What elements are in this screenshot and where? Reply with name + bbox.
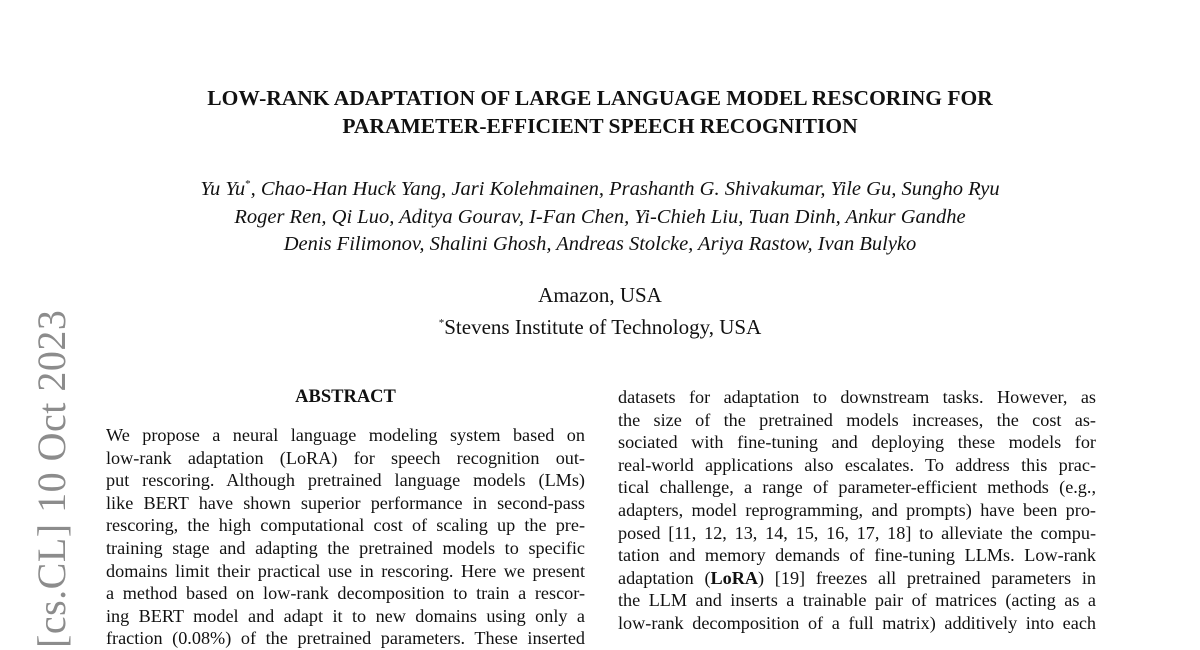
- intro-body: [618, 386, 1096, 635]
- first-author-mark: *: [245, 178, 251, 190]
- lora-prefix: adaptation (: [618, 567, 711, 588]
- body-line: tation and memory demands of fine-tuning LLMs. Low-rank: [618, 545, 1096, 566]
- author-list: [100, 171, 1100, 259]
- abstract-line: like BERT have shown superior performance in second-pass: [106, 492, 585, 513]
- abstract-line: put rescoring. Although pretrained language models (LMs): [106, 470, 585, 491]
- author-line-1-rest: , Chao-Han Huck Yang, Jari Kolehmainen, Prashanth G. Shivakumar, Yile Gu, Sungho Ryu: [250, 178, 1000, 200]
- abstract-line: We propose a neural language modeling system based on: [106, 425, 585, 445]
- body-line: the LLM and inserts a trainable pair of matrices (acting as a: [618, 590, 1096, 611]
- abstract-line: rescoring, the high computational cost of scaling up the pre-: [106, 515, 585, 536]
- arxiv-stamp: [cs.CL] 10 Oct 2023: [29, 309, 74, 648]
- affiliation-mark: *: [438, 317, 445, 329]
- abstract-heading: ABSTRACT: [295, 387, 396, 407]
- abstract-body: [106, 424, 585, 650]
- body-line: datasets for adaptation to downstream tasks. However, as: [618, 387, 1096, 407]
- abstract-line: fraction (0.08%) of the pretrained parameters. These inserted: [106, 628, 585, 649]
- body-line: sociated with fine-tuning and deploying these models for: [618, 432, 1096, 453]
- body-line-lora: [618, 567, 1096, 590]
- title-line-2: PARAMETER-EFFICIENT SPEECH RECOGNITION: [342, 114, 858, 138]
- first-author: Yu Yu: [200, 178, 246, 200]
- abstract-line: low-rank adaptation (LoRA) for speech recognition out-: [106, 447, 585, 468]
- abstract-line: a method based on low-rank decomposition to train a rescor-: [106, 583, 585, 604]
- title-line-1: LOW-RANK ADAPTATION OF LARGE LANGUAGE MODEL RESCORING FOR: [207, 86, 993, 110]
- affiliation-amazon: Amazon, USA: [538, 283, 662, 307]
- body-line: tical challenge, a range of parameter-efficient methods (e.g.,: [618, 477, 1096, 498]
- paper-title: [120, 84, 1080, 140]
- body-line: adapters, model reprogramming, and prompts) have been pro-: [618, 499, 1096, 520]
- affiliation-stevens-line: [200, 309, 1000, 341]
- affiliation-stevens: Stevens Institute of Technology, USA: [444, 315, 762, 339]
- body-line: low-rank decomposition of a full matrix) additively into each: [618, 612, 1096, 633]
- body-line: the size of the pretrained models increases, the cost as-: [618, 409, 1096, 430]
- body-line: real-world applications also escalates. To address this prac-: [618, 454, 1096, 475]
- affiliations: [200, 281, 1000, 341]
- abstract-line: ing BERT model and adapt it to new domains using only a: [106, 605, 585, 626]
- author-line-1: [100, 171, 1100, 204]
- lora-suffix: ) [19] freezes all pretrained parameters in: [758, 567, 1096, 588]
- abstract-line: domains limit their practical use in rescoring. Here we present: [106, 560, 585, 581]
- abstract-line: training stage and adapting the pretrained models to specific: [106, 537, 585, 558]
- body-line: posed [11, 12, 13, 14, 15, 16, 17, 18] to alleviate the compu-: [618, 522, 1096, 543]
- author-line-2: Roger Ren, Qi Luo, Aditya Gourav, I-Fan Chen, Yi-Chieh Liu, Tuan Dinh, Ankur Gandhe: [234, 205, 966, 228]
- author-line-3: Denis Filimonov, Shalini Ghosh, Andreas Stolcke, Ariya Rastow, Ivan Bulyko: [283, 233, 917, 255]
- lora-bold-term: LoRA: [710, 567, 759, 588]
